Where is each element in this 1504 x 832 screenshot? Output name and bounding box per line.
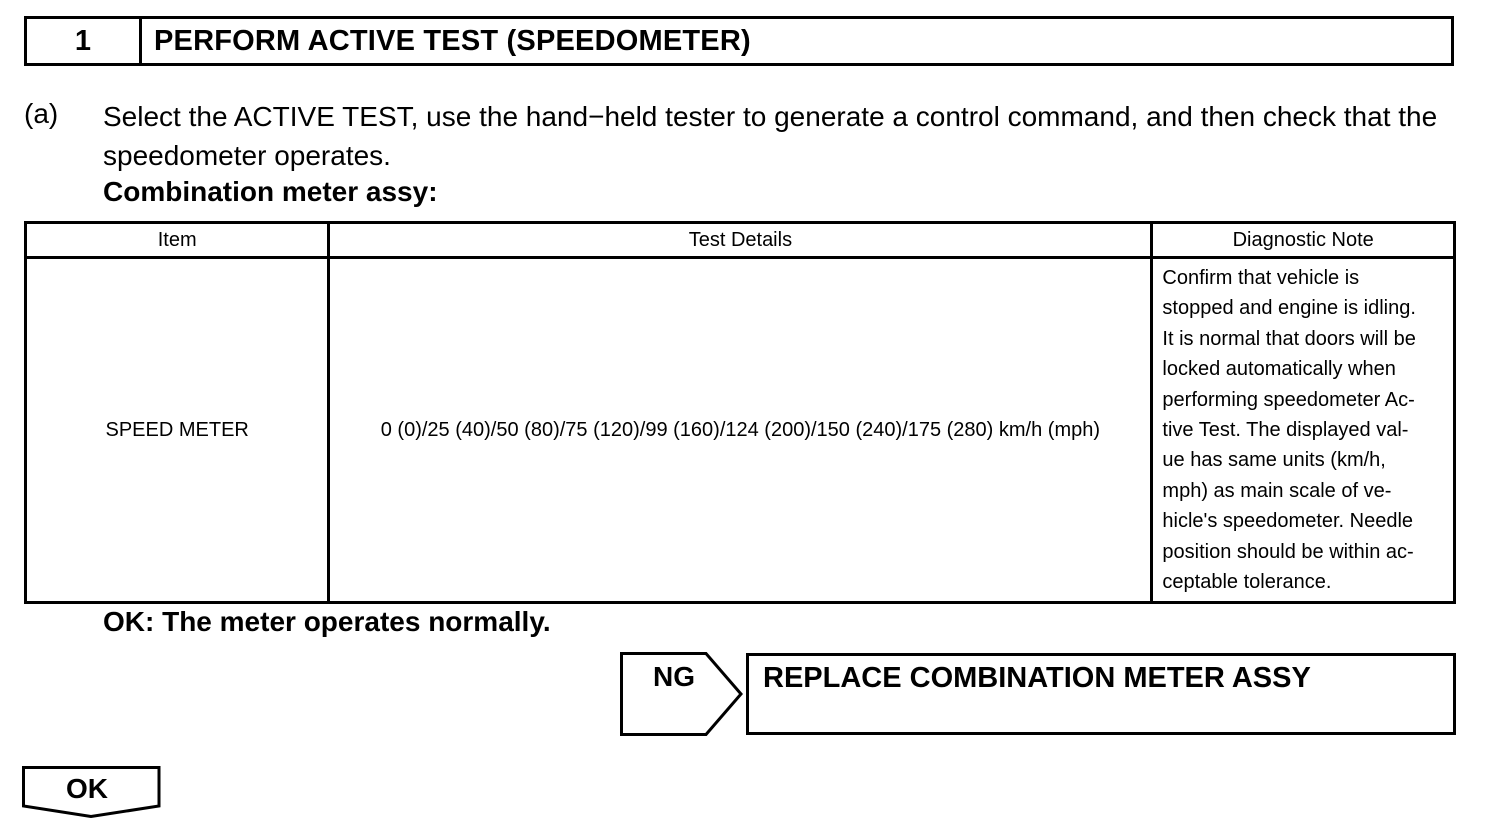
step-header	[24, 16, 1454, 66]
ng-action-text: REPLACE COMBINATION METER ASSY	[763, 662, 1311, 694]
note-line: performing speedometer Ac-	[1162, 388, 1415, 411]
cell-diagnostic-note	[1152, 258, 1455, 603]
ng-label: NG	[653, 661, 695, 692]
step-number: 1	[27, 19, 142, 63]
ok-criteria: OK: The meter operates normally.	[103, 606, 551, 637]
ng-action-box	[746, 653, 1456, 735]
note-line: position should be within ac-	[1162, 540, 1414, 563]
step-title: PERFORM ACTIVE TEST (SPEEDOMETER)	[154, 24, 751, 57]
header-test-details: Test Details	[329, 223, 1152, 258]
substep-text: Select the ACTIVE TEST, use the hand−held tester to generate a control command, and then check that the speedometer operates.	[103, 101, 1438, 171]
note-line: hicle's speedometer. Needle	[1162, 510, 1414, 533]
header-item: Item	[26, 223, 329, 258]
active-test-table	[24, 221, 1456, 604]
substep-label: (a)	[24, 98, 59, 129]
cell-test-details: 0 (0)/25 (40)/50 (80)/75 (120)/99 (160)/124 (200)/150 (240)/175 (280) km/h (mph)	[329, 258, 1152, 603]
cell-item: SPEED METER	[26, 258, 329, 603]
note-line: Confirm that vehicle is	[1162, 267, 1360, 289]
note-line: ceptable tolerance.	[1162, 571, 1332, 594]
note-line: locked automatically when	[1162, 358, 1396, 381]
note-line: ue has same units (km/h,	[1162, 449, 1386, 472]
substep-heading: Combination meter assy:	[103, 176, 438, 207]
note-line: stopped and engine is idling.	[1162, 297, 1416, 320]
table-header-row	[26, 223, 1455, 258]
note-line: mph) as main scale of ve-	[1162, 479, 1392, 502]
note-line: It is normal that doors will be	[1162, 327, 1416, 350]
ok-label: OK	[66, 773, 108, 804]
note-line: tive Test. The displayed val-	[1162, 419, 1409, 442]
table-row	[26, 258, 1455, 603]
header-diagnostic-note: Diagnostic Note	[1152, 223, 1455, 258]
